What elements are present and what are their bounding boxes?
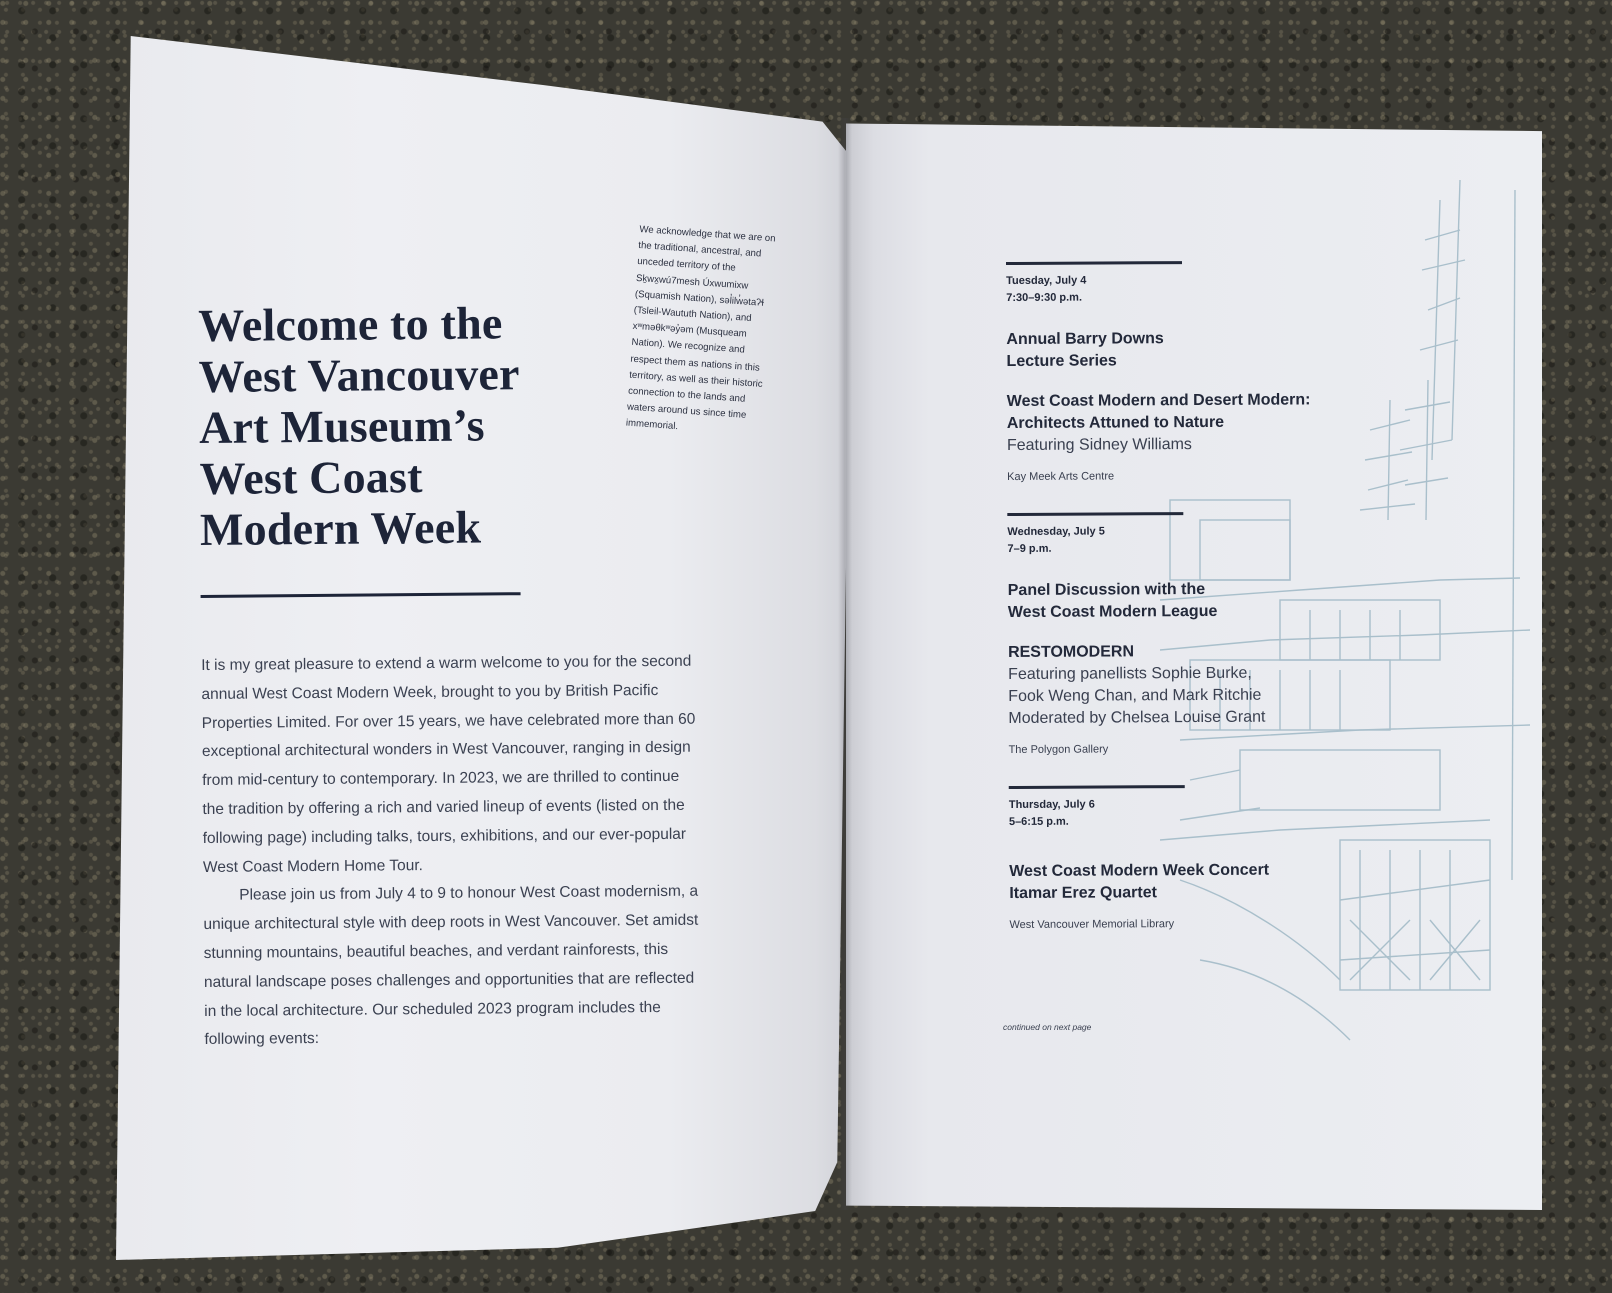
welcome-paragraph: Please join us from July 4 to 9 to honour West Coast modernism, a unique architectural style with deep roots in West Vancouver. Set amidst stunning mountains, beautiful beaches, and verdant rainforests, this natural landscape poses challenges and opportunities that are reflected in the local architecture. Our scheduled 2023 program includes the following events: <box>203 883 699 1049</box>
event-subtitle-line: RESTOMODERN <box>1008 643 1135 661</box>
event-divider <box>1007 512 1183 516</box>
event-title <box>1006 327 1366 373</box>
welcome-body <box>201 648 704 1056</box>
event-date: Wednesday, July 5 <box>1007 525 1105 538</box>
event-item <box>1009 784 1370 933</box>
event-venue: Kay Meek Arts Centre <box>1007 470 1115 483</box>
event-venue: West Vancouver Memorial Library <box>1009 918 1175 931</box>
event-featuring-line: Moderated by Chelsea Louise Grant <box>1008 708 1266 727</box>
event-title <box>1008 578 1368 624</box>
event-subtitle <box>1007 389 1367 435</box>
event-subtitle-line: West Coast Modern and Desert Modern: <box>1006 391 1311 410</box>
event-title-line: Lecture Series <box>1006 352 1117 370</box>
title-line: Art Museum’s <box>198 399 485 453</box>
event-date: Thursday, July 6 <box>1008 798 1095 811</box>
title-divider <box>201 592 521 598</box>
welcome-paragraph: It is my great pleasure to extend a warm welcome to you for the second annual West Coast Modern Week, brought to you by British Pacific Properties Limited. For over 15 years, we have celebrated more than 60 exceptional architectural wonders in West Vancouver, ranging in design from mid-century to contemporary. In 2023, we are thrilled to continue the tradition by offering a rich and varied lineup of events (listed on the following page) including talks, tours, exhibitions, and our ever-popular West Coast Modern Home Tour. <box>201 652 696 876</box>
title-line: West Vancouver <box>198 348 520 402</box>
title-line: Welcome to the <box>198 297 503 351</box>
event-featuring-line: Fook Weng Chan, and Mark Ritchie <box>1008 686 1262 705</box>
event-venue: The Polygon Gallery <box>1008 743 1109 756</box>
event-title-line: Annual Barry Downs <box>1006 330 1164 348</box>
event-featuring <box>1007 433 1367 457</box>
event-featuring-line: Featuring Sidney Williams <box>1006 436 1192 454</box>
event-featuring <box>1008 662 1368 730</box>
event-divider <box>1006 261 1182 265</box>
title-line: Modern Week <box>199 501 482 555</box>
event-time: 5–6:15 p.m. <box>1008 815 1069 828</box>
events-list <box>1006 260 1370 933</box>
event-title-line: Panel Discussion with the <box>1007 580 1206 599</box>
land-acknowledgement: We acknowledge that we are on the traditional, ancestral, and unceded territory of the Sḵwx̱wú7mesh Úxwumixw (Squamish Nation), səl̓ilw̓ətaʔɬ (Tsleil-Waututh Nation), and xʷməθkʷəy̓əm (Musqueam Nation). We recognize and respect them as nations in this territory, as well as their historic connection to the lands and waters around us since time immemorial. <box>625 223 776 433</box>
page-title <box>198 295 720 555</box>
event-time: 7:30–9:30 p.m. <box>1006 291 1083 304</box>
event-title-line: Itamar Erez Quartet <box>1009 884 1157 902</box>
event-featuring-line: Featuring panellists Sophie Burke, <box>1008 664 1252 683</box>
book-spine <box>838 118 852 1210</box>
event-title-line: West Coast Modern League <box>1007 602 1218 621</box>
event-date: Tuesday, July 4 <box>1006 274 1087 287</box>
event-time: 7–9 p.m. <box>1007 542 1052 555</box>
title-line: West Coast <box>199 451 423 504</box>
event-subtitle-line: Architects Attuned to Nature <box>1006 413 1225 432</box>
event-item <box>1007 511 1368 758</box>
event-subtitle <box>1008 640 1368 664</box>
continued-note: continued on next page <box>1003 1022 1092 1032</box>
event-divider <box>1009 785 1185 789</box>
left-page-content <box>198 295 725 1055</box>
event-item <box>1006 260 1367 485</box>
event-title <box>1009 859 1369 905</box>
event-title-line: West Coast Modern Week Concert <box>1009 861 1270 880</box>
